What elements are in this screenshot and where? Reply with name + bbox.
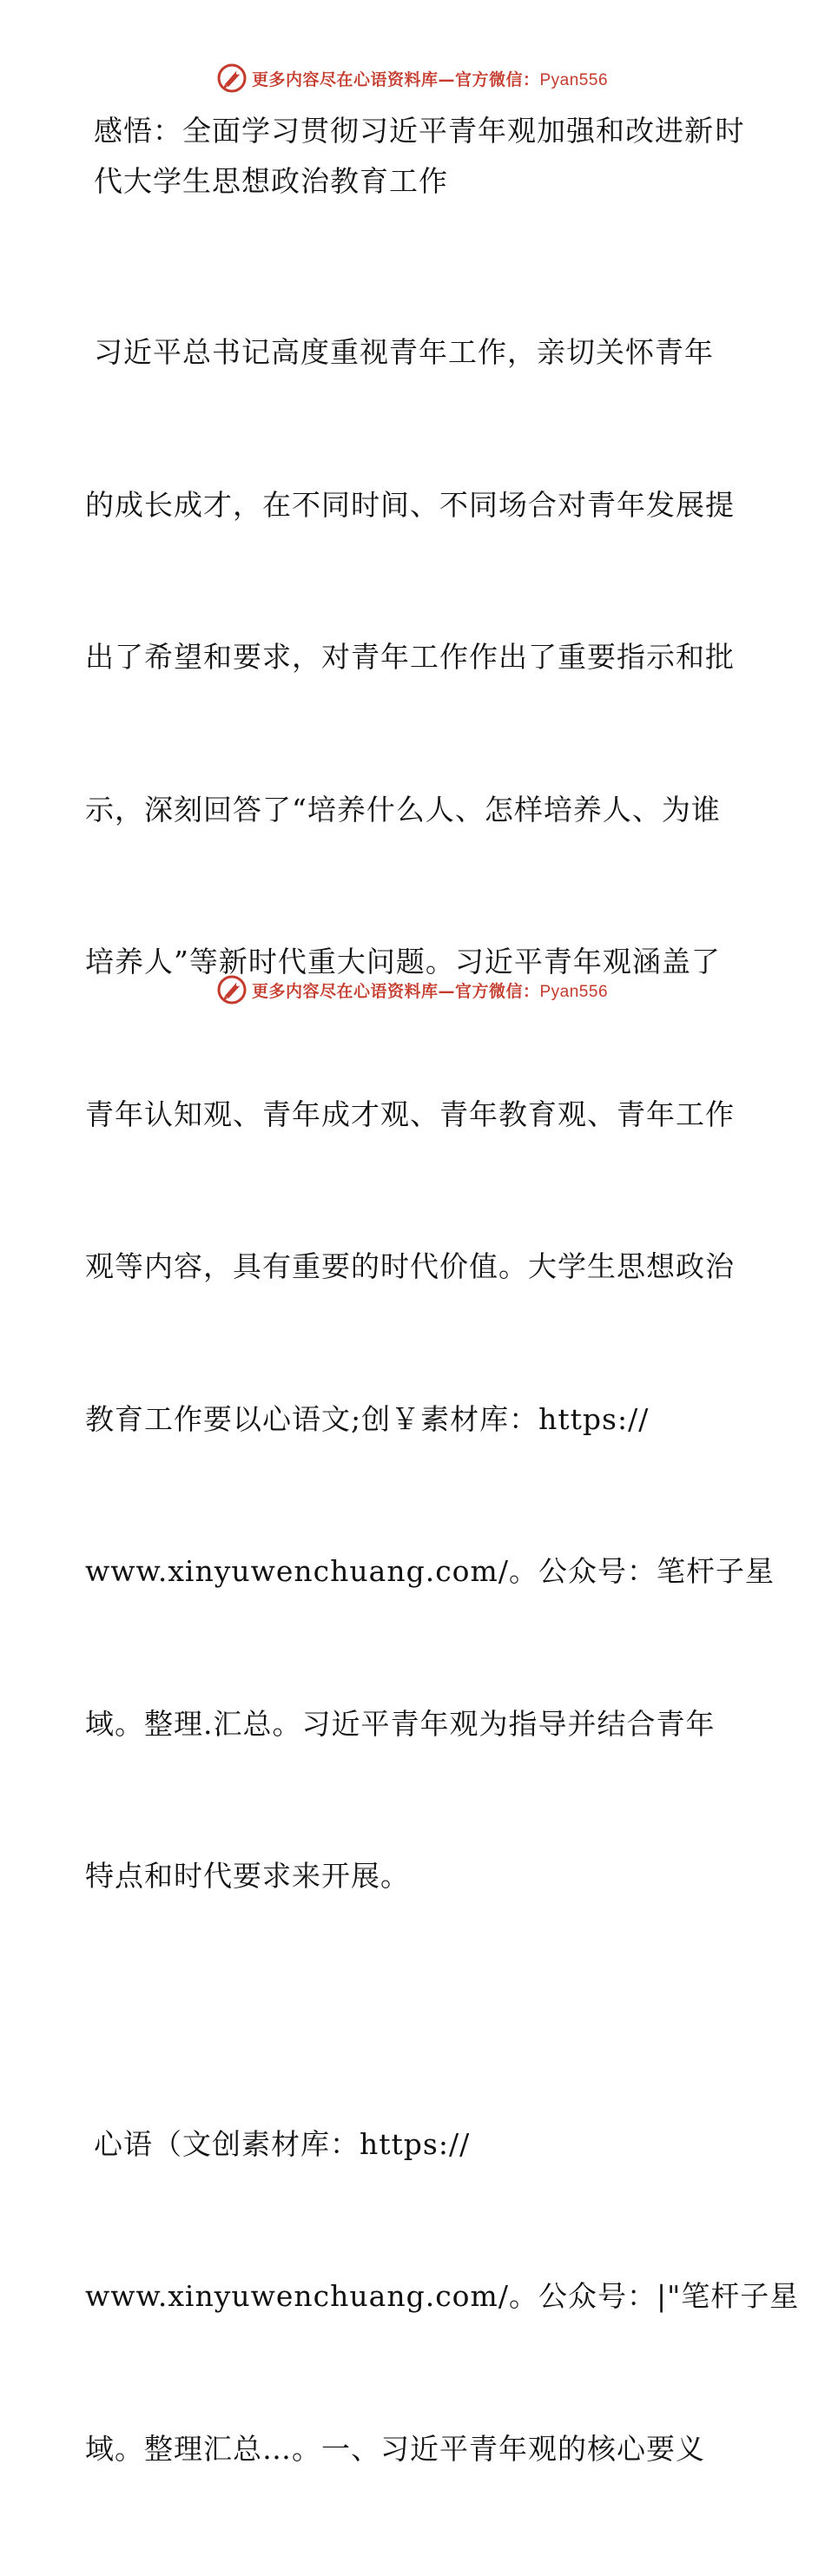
- footer-watermark-banner: [0, 972, 825, 1007]
- paragraph-line: 观等内容，具有重要的时代价值。大学生思想政治: [85, 1242, 745, 1293]
- title-line-2: 时代大学生思想政治教育工作: [94, 114, 745, 198]
- paragraph-line: 培养人”等新时代重大问题。习近平青年观涵盖了: [85, 937, 745, 988]
- pen-logo-icon: [217, 975, 247, 1005]
- watermark-label: 官方微信：: [455, 70, 540, 89]
- watermark-lead: 更多内容尽在心语资料库: [252, 70, 439, 89]
- document-body: [85, 106, 745, 2576]
- paragraph-line: 的成长成才，在不同时间、不同场合对青年发展提: [85, 480, 745, 531]
- paragraph-1: [85, 226, 745, 2004]
- watermark-lead: 更多内容尽在心语资料库: [252, 982, 439, 1001]
- watermark-handle: Pyan556: [540, 71, 609, 89]
- watermark-handle: Pyan556: [540, 983, 609, 1001]
- header-watermark-banner: [0, 61, 825, 96]
- watermark-dash: —: [438, 982, 455, 1001]
- watermark-dash: —: [438, 70, 455, 89]
- paragraph-line: 域。整理.汇总。习近平青年观为指导并结合青年: [85, 1699, 745, 1750]
- document-title: [85, 106, 745, 207]
- paragraph-line: 青年认知观、青年成才观、青年教育观、青年工作: [85, 1090, 745, 1141]
- watermark-text: [252, 978, 608, 1002]
- paragraph-line: 出了希望和要求，对青年工作作出了重要指示和批: [85, 632, 745, 683]
- watermark-text: [252, 67, 608, 90]
- watermark-label: 官方微信：: [455, 982, 540, 1001]
- paragraph-line: www.xinyuwenchuang.com/。公众号：笔杆子星: [85, 1546, 745, 1598]
- paragraph-line: 习近平总书记高度重视青年工作，亲切关怀青年: [85, 327, 745, 379]
- paragraph-line: 特点和时代要求来开展。: [85, 1851, 745, 1902]
- paragraph-line: www.xinyuwenchuang.com/。公众号：|"笔杆子星: [85, 2271, 745, 2322]
- paragraph-line: 示，深刻回答了“培养什么人、怎样培养人、为谁: [85, 785, 745, 836]
- paragraph-line: 域。整理汇总…。一、习近平青年观的核心要义: [85, 2424, 745, 2475]
- paragraph-2: [85, 2018, 745, 2576]
- paragraph-line: 教育工作要以心语文;创￥素材库：https://: [85, 1394, 745, 1446]
- title-line-1: 感悟：全面学习贯彻习近平青年观加强和改进新: [94, 114, 714, 148]
- pen-logo-icon: [217, 63, 247, 93]
- paragraph-line: 心语（文创素材库：https://: [85, 2119, 745, 2171]
